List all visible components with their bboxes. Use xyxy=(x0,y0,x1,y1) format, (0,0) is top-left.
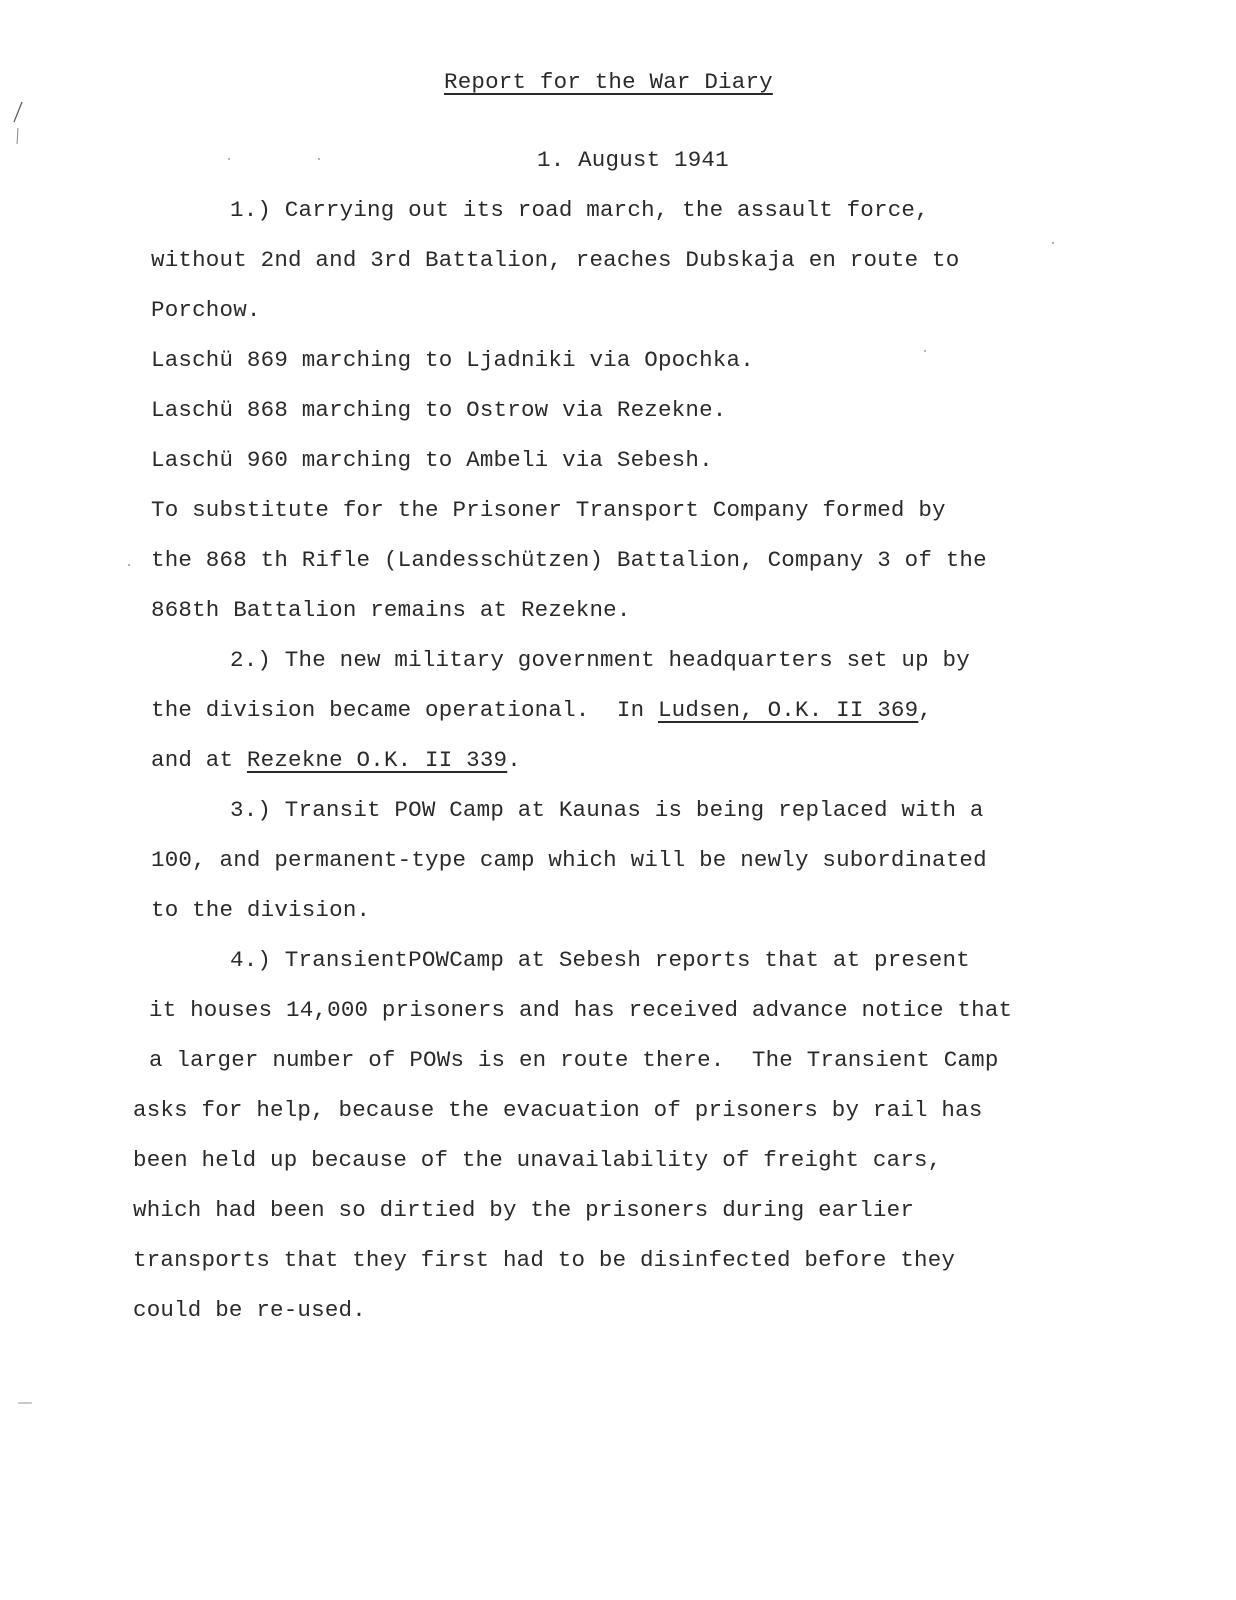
paper-speck xyxy=(1052,242,1054,244)
paper-speck xyxy=(228,158,230,160)
paragraph-line: 100, and permanent-type camp which will be newly subordinated xyxy=(151,847,987,873)
line-text: the division became operational. In xyxy=(151,697,658,723)
line-text: , xyxy=(918,697,933,723)
paragraph-line: Laschü 869 marching to Ljadniki via Opochka. xyxy=(151,347,754,373)
paragraph-line: transports that they first had to be disinfected before they xyxy=(133,1247,956,1273)
paragraph-line: to the division. xyxy=(151,897,371,923)
underlined-location: Rezekne O.K. II 339 xyxy=(246,747,508,773)
paragraph-line: a larger number of POWs is en route there. The Transient Camp xyxy=(149,1047,999,1073)
paper-speck xyxy=(128,564,130,566)
paragraph-line: could be re-used. xyxy=(133,1297,366,1323)
report-date: 1. August 1941 xyxy=(537,147,729,173)
paragraph-line: which had been so dirtied by the prisoners during earlier xyxy=(133,1197,915,1223)
paragraph-line: asks for help, because the evacuation of prisoners by rail has xyxy=(133,1097,983,1123)
paragraph-line: 3.) Transit POW Camp at Kaunas is being replaced with a xyxy=(230,797,984,823)
paragraph-line xyxy=(151,696,932,724)
paper-speck xyxy=(924,350,926,352)
paragraph-line: 868th Battalion remains at Rezekne. xyxy=(151,597,631,623)
paragraph-line: 1.) Carrying out its road march, the assault force, xyxy=(230,197,929,223)
paragraph-line: 2.) The new military government headquarters set up by xyxy=(230,647,970,673)
paragraph-line xyxy=(151,746,521,774)
paragraph-line: without 2nd and 3rd Battalion, reaches Dubskaja en route to xyxy=(151,247,960,273)
paragraph-line: 4.) TransientPOWCamp at Sebesh reports that at present xyxy=(230,947,970,973)
paragraph-line: been held up because of the unavailability of freight cars, xyxy=(133,1147,942,1173)
paragraph-line: Laschü 868 marching to Ostrow via Rezekne. xyxy=(151,397,727,423)
line-text: and at xyxy=(151,747,247,773)
report-title: Report for the War Diary xyxy=(444,69,773,95)
paragraph-line: To substitute for the Prisoner Transport Company formed by xyxy=(151,497,946,523)
paragraph-line: it houses 14,000 prisoners and has received advance notice that xyxy=(149,997,1013,1023)
line-text: . xyxy=(507,747,521,773)
underlined-location: Ludsen, O.K. II 369 xyxy=(657,697,919,723)
paper-speck xyxy=(318,158,320,160)
margin-mark xyxy=(10,100,24,148)
paragraph-line: Porchow. xyxy=(151,297,261,323)
paragraph-line: Laschü 960 marching to Ambeli via Sebesh. xyxy=(151,447,713,473)
paper-speck xyxy=(18,1402,32,1404)
paragraph-line: the 868 th Rifle (Landesschützen) Battalion, Company 3 of the xyxy=(151,547,987,573)
